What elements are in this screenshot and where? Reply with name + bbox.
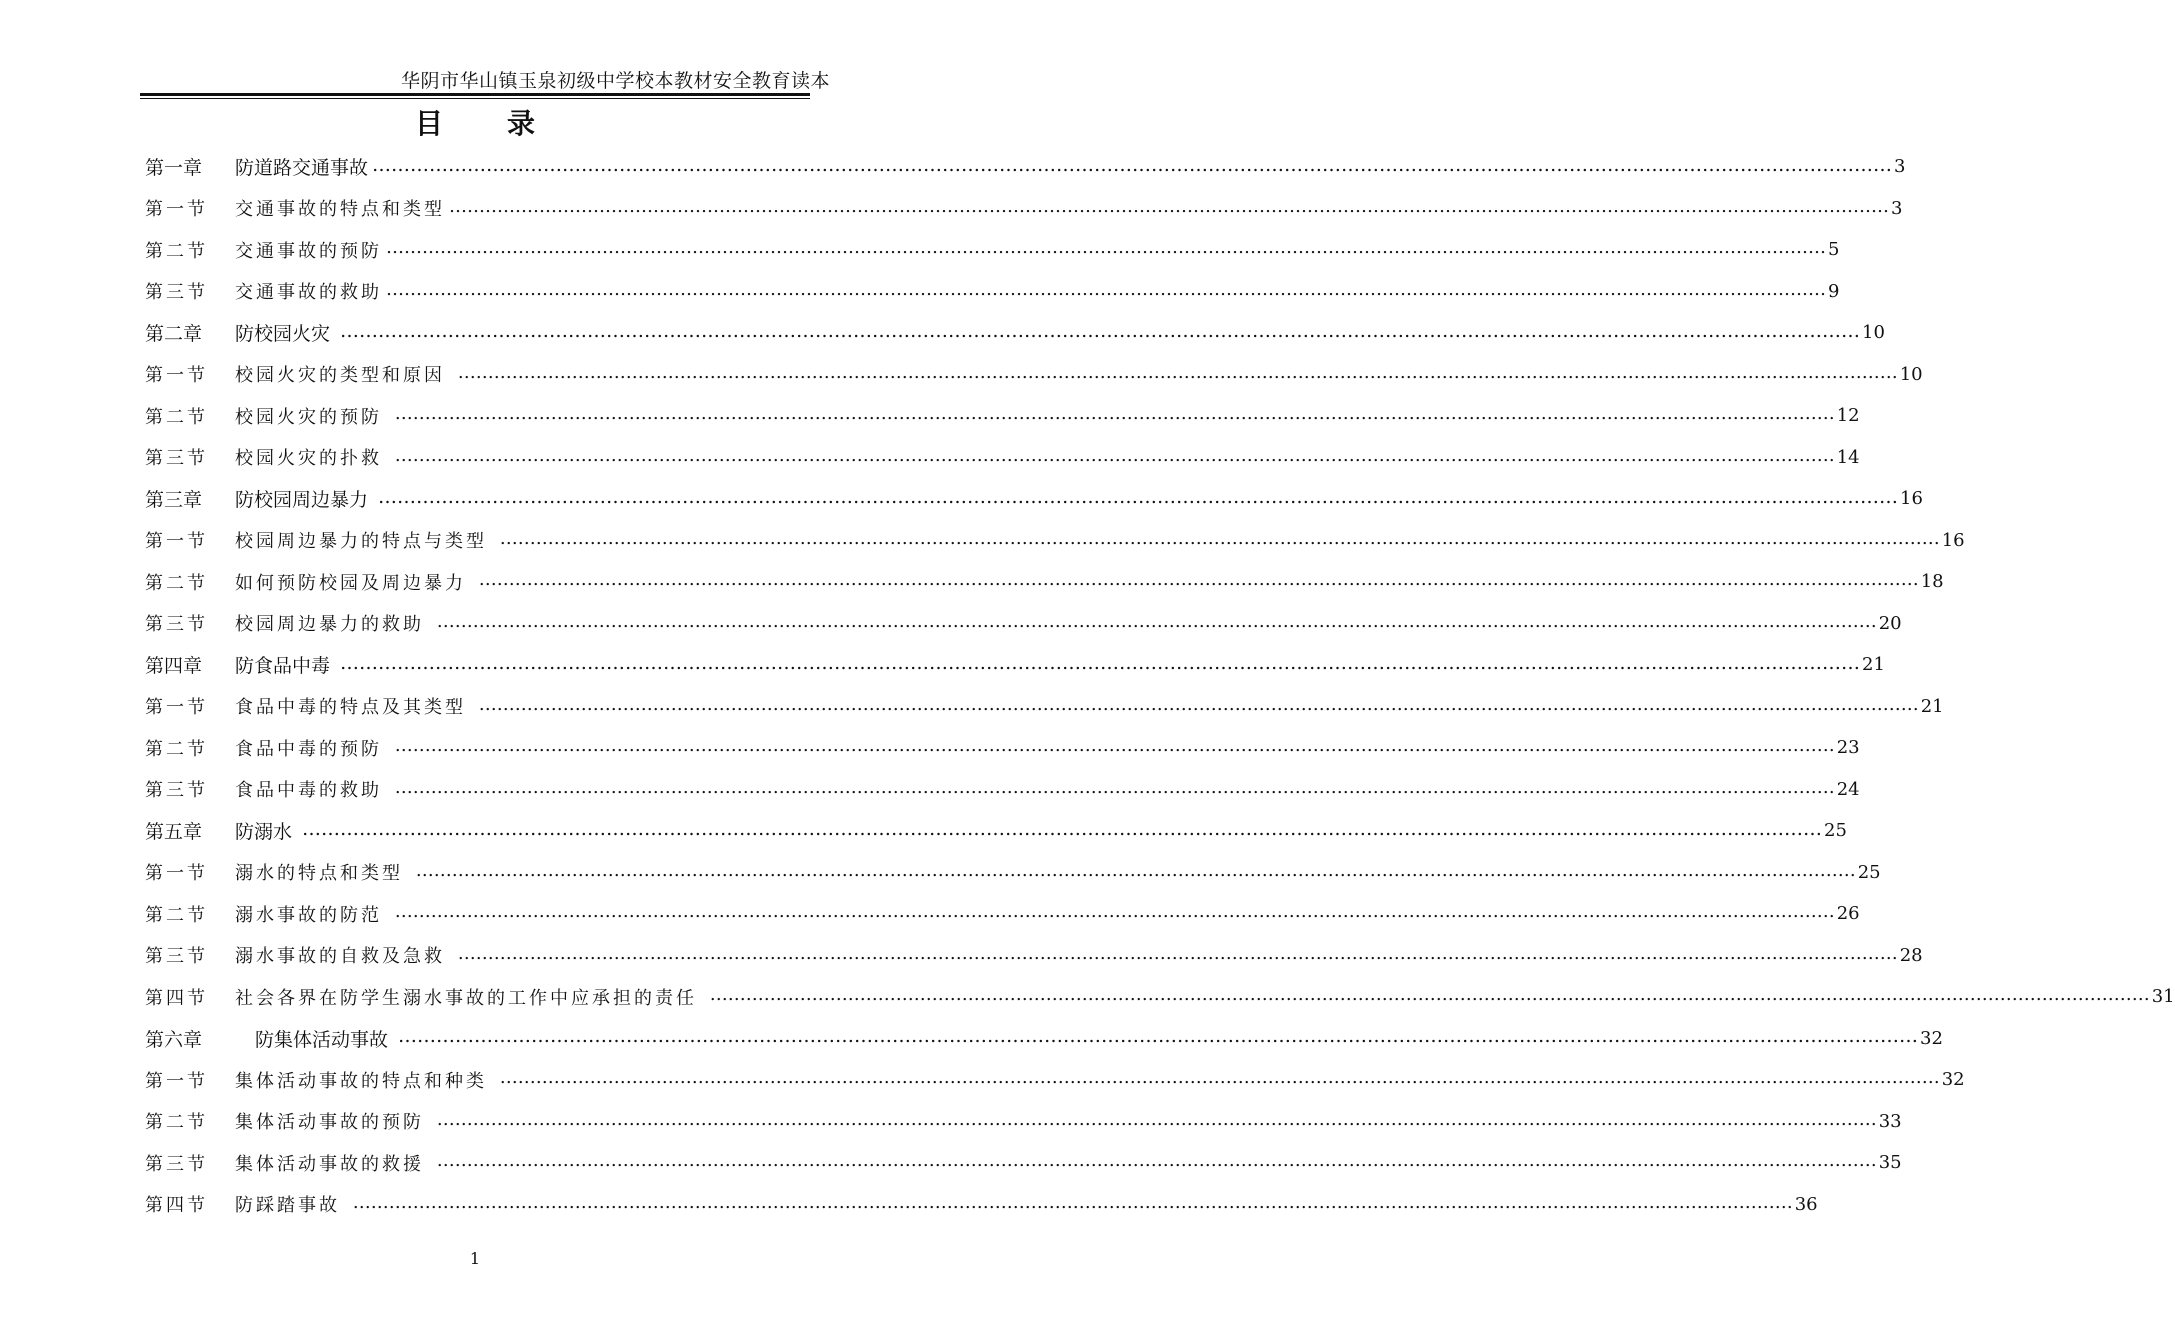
toc-entry-label: 第三节 [145,614,208,636]
toc-leader-dots: …………………………………………………………………………………………………………………………………………………………………………………………………………………… [436,1108,1877,1130]
toc-entry-title: 校园火灾的扑救 [235,448,391,470]
toc-entry[interactable] [145,976,2175,1018]
toc-entry[interactable] [145,1101,1902,1143]
toc-entry-title: 校园火灾的类型和原因 [235,365,454,387]
toc-entry-title: 防校园周边暴力 [235,489,375,512]
toc-leader-dots: …………………………………………………………………………………………………………………………………………………………………………………………………………………… [352,1191,1793,1213]
toc-entry[interactable] [145,810,1847,852]
toc-entry-page: 36 [1794,1193,1818,1215]
toc-entry-title: 交通事故的预防 [235,240,382,262]
toc-leader-dots: …………………………………………………………………………………………………………………………………………………………………………………………………………………… [436,1150,1877,1172]
toc-entry-title: 防踩踏事故 [235,1195,349,1217]
toc-heading: 目录 [414,107,599,140]
toc-entry[interactable] [145,1184,1818,1226]
toc-entry-title: 集体活动事故的预防 [235,1112,433,1134]
toc-entry[interactable] [145,1018,1943,1060]
toc-entry-label: 第一节 [145,697,208,719]
toc-entry-title: 食品中毒的特点及其类型 [235,697,475,719]
toc-entry-label: 第三节 [145,1153,208,1175]
toc-entry[interactable] [145,354,1923,396]
toc-leader-dots: …………………………………………………………………………………………………………………………………………………………………………………………………………………… [378,485,1899,508]
toc-leader-dots: …………………………………………………………………………………………………………………………………………………………………………………………………………………… [415,859,1856,881]
toc-entry-label: 第四章 [145,655,203,678]
toc-entry-title: 防集体活动事故 [255,1028,395,1051]
toc-leader-dots: …………………………………………………………………………………………………………………………………………………………………………………………………………………… [394,735,1835,757]
toc-leader-dots: …………………………………………………………………………………………………………………………………………………………………………………………………………………… [394,901,1835,923]
toc-leader-dots: …………………………………………………………………………………………………………………………………………………………………………………………………………………… [372,153,1893,176]
toc-entry-title: 防溺水 [235,821,299,844]
toc-leader-dots: …………………………………………………………………………………………………………………………………………………………………………………………………………………… [302,817,1823,840]
toc-leader-dots: …………………………………………………………………………………………………………………………………………………………………………………………………………………… [478,569,1919,591]
toc-entry-page: 9 [1828,280,1840,302]
toc-entry-title: 防校园火灾 [235,323,337,346]
toc-entry-title: 溺水事故的自救及急救 [235,946,454,968]
toc-entry-label: 第三节 [145,780,208,802]
toc-entry-page: 35 [1878,1152,1902,1174]
toc-entry-title: 防道路交通事故 [235,157,369,180]
toc-entry-label: 第二节 [145,904,208,926]
toc-entry-page: 25 [1824,820,1847,842]
toc-entry-label: 第二节 [145,738,208,760]
toc-entry-title: 食品中毒的救助 [235,780,391,802]
toc-entry[interactable] [145,1142,1902,1184]
toc-entry-title: 校园周边暴力的救助 [235,614,433,636]
toc-entry-label: 第三章 [145,489,203,512]
toc-entry-page: 33 [1878,1110,1902,1132]
toc-entry-page: 5 [1828,239,1840,261]
toc-entry[interactable] [145,312,1885,354]
toc-entry-page: 24 [1836,778,1860,800]
toc-entry-label: 第六章 [145,1028,203,1051]
toc-entry[interactable] [145,229,1840,271]
toc-entry-label: 第一章 [145,157,203,180]
toc-leader-dots: …………………………………………………………………………………………………………………………………………………………………………………………………………………… [436,610,1877,632]
toc-entry-title: 交通事故的救助 [235,282,382,304]
running-header: 华阴市华山镇玉泉初级中学校本教材安全教育读本 [400,70,830,92]
toc-entry[interactable] [145,644,1885,686]
toc-entry[interactable] [145,935,1923,977]
toc-entry-page: 3 [1891,197,1903,219]
table-of-contents [145,146,2175,1225]
toc-entry-page: 23 [1836,737,1860,759]
toc-entry[interactable] [145,520,1965,562]
toc-entry-label: 第三节 [145,448,208,470]
header-rule-thin [140,98,810,99]
toc-leader-dots: …………………………………………………………………………………………………………………………………………………………………………………………………………………… [394,403,1835,425]
toc-entry-page: 20 [1878,612,1902,634]
toc-entry-title: 溺水的特点和类型 [235,863,412,885]
toc-entry[interactable] [145,603,1902,645]
toc-entry[interactable] [145,893,1860,935]
toc-entry[interactable] [145,769,1860,811]
toc-entry-page: 16 [1900,488,1923,510]
toc-entry[interactable] [145,727,1860,769]
toc-leader-dots: …………………………………………………………………………………………………………………………………………………………………………………………………………………… [394,776,1835,798]
toc-leader-dots: …………………………………………………………………………………………………………………………………………………………………………………………………………………… [386,237,1826,259]
toc-entry-page: 18 [1920,571,1944,593]
toc-entry-page: 3 [1894,156,1906,178]
toc-entry-label: 第一节 [145,1070,208,1092]
toc-entry-title: 交通事故的特点和类型 [235,199,445,221]
toc-entry-page: 32 [1941,1069,1965,1091]
toc-entry-title: 校园火灾的预防 [235,406,391,428]
toc-leader-dots: …………………………………………………………………………………………………………………………………………………………………………………………………………………… [457,361,1898,383]
toc-entry-label: 第一节 [145,199,208,221]
toc-entry-title: 溺水事故的防范 [235,904,391,926]
page-number: 1 [469,1249,481,1268]
toc-entry-page: 12 [1836,405,1860,427]
toc-leader-dots: …………………………………………………………………………………………………………………………………………………………………………………………………………………… [386,278,1826,300]
toc-leader-dots: …………………………………………………………………………………………………………………………………………………………………………………………………………………… [340,319,1861,342]
toc-leader-dots: …………………………………………………………………………………………………………………………………………………………………………………………………………………… [478,693,1919,715]
toc-entry[interactable] [145,271,1840,313]
toc-entry[interactable] [145,686,1944,728]
toc-leader-dots: …………………………………………………………………………………………………………………………………………………………………………………………………………………… [449,195,1889,217]
toc-entry-page: 26 [1836,903,1860,925]
toc-entry-title: 校园周边暴力的特点与类型 [235,531,496,553]
toc-entry-label: 第二节 [145,406,208,428]
toc-entry[interactable] [145,188,1903,230]
toc-entry-title: 如何预防校园及周边暴力 [235,572,475,594]
header-rule [140,93,810,96]
toc-leader-dots: …………………………………………………………………………………………………………………………………………………………………………………………………………………… [394,444,1835,466]
toc-entry-label: 第二节 [145,240,208,262]
toc-entry-page: 32 [1920,1027,1943,1049]
toc-leader-dots: …………………………………………………………………………………………………………………………………………………………………………………………………………………… [499,527,1940,549]
toc-entry-label: 第四节 [145,987,208,1009]
toc-entry-page: 14 [1836,446,1860,468]
toc-entry[interactable] [145,395,1860,437]
toc-leader-dots: …………………………………………………………………………………………………………………………………………………………………………………………………………………… [340,651,1861,674]
toc-entry-page: 25 [1857,861,1881,883]
toc-entry[interactable] [145,561,1944,603]
toc-entry-title: 防食品中毒 [235,655,337,678]
toc-entry-page: 10 [1899,363,1923,385]
toc-leader-dots: …………………………………………………………………………………………………………………………………………………………………………………………………………………… [457,942,1898,964]
toc-entry-label: 第三节 [145,946,208,968]
toc-entry-page: 10 [1862,322,1885,344]
toc-entry-page: 28 [1899,944,1923,966]
toc-entry[interactable] [145,1059,1965,1101]
toc-entry-label: 第二章 [145,323,203,346]
toc-leader-dots: …………………………………………………………………………………………………………………………………………………………………………………………………………………… [398,1025,1919,1048]
toc-entry-title: 集体活动事故的救援 [235,1153,433,1175]
toc-entry[interactable] [145,146,1906,188]
toc-entry-page: 21 [1920,695,1944,717]
toc-entry-title: 社会各界在防学生溺水事故的工作中应承担的责任 [235,987,706,1009]
toc-entry-label: 第二节 [145,572,208,594]
toc-leader-dots: …………………………………………………………………………………………………………………………………………………………………………………………………………………… [499,1067,1940,1089]
toc-entry-page: 16 [1941,529,1965,551]
toc-leader-dots: …………………………………………………………………………………………………………………………………………………………………………………………………………………… [709,984,2150,1006]
toc-entry-label: 第一节 [145,531,208,553]
toc-entry-label: 第五章 [145,821,203,844]
toc-entry-title: 集体活动事故的特点和种类 [235,1070,496,1092]
toc-entry-label: 第四节 [145,1195,208,1217]
toc-entry[interactable] [145,437,1860,479]
toc-entry-title: 食品中毒的预防 [235,738,391,760]
toc-entry-label: 第三节 [145,282,208,304]
toc-entry-page: 31 [2151,986,2175,1008]
toc-entry-label: 第一节 [145,863,208,885]
toc-entry-label: 第二节 [145,1112,208,1134]
toc-entry-label: 第一节 [145,365,208,387]
toc-entry[interactable] [145,478,1923,520]
toc-entry-page: 21 [1862,654,1885,676]
toc-entry[interactable] [145,852,1881,894]
